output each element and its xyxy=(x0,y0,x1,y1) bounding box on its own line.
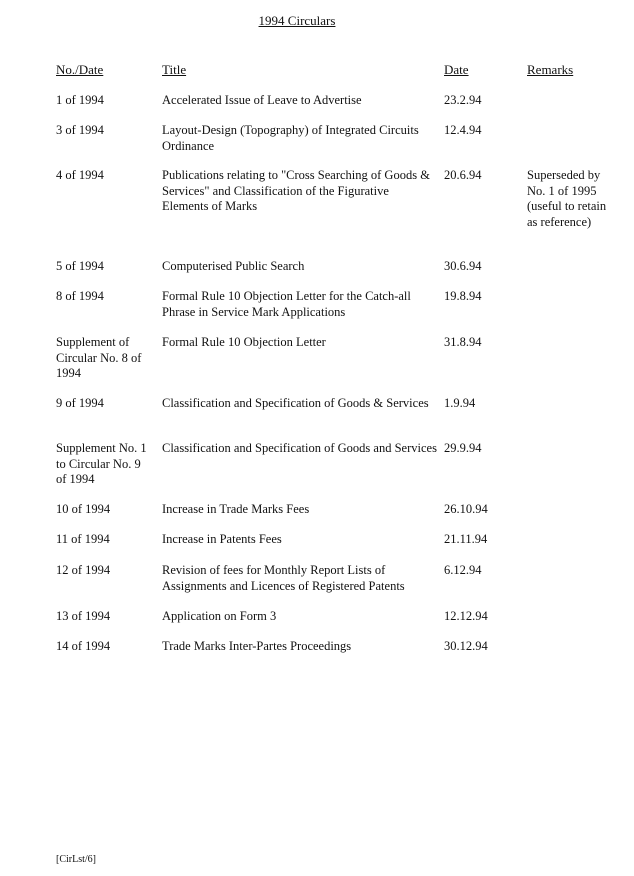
circular-date: 1.9.94 xyxy=(444,396,476,410)
circular-date: 20.6.94 xyxy=(444,168,482,182)
circular-date: 29.9.94 xyxy=(444,441,482,455)
circular-title: Computerised Public Search xyxy=(162,259,305,273)
circular-title: Classification and Specification of Goods & Services xyxy=(162,396,429,410)
circular-date: 19.8.94 xyxy=(444,289,482,303)
circular-title: Accelerated Issue of Leave to Advertise xyxy=(162,93,362,107)
circular-number: 3 of 1994 xyxy=(56,123,104,137)
circular-title: Revision of fees for Monthly Report Lists of Assignments and Licences of Registered Patents xyxy=(162,563,405,593)
circular-date: 12.12.94 xyxy=(444,609,488,623)
circular-title: Publications relating to "Cross Searching of Goods & Services" and Classification of the Figurative Elements of Marks xyxy=(162,168,430,213)
circular-number: 8 of 1994 xyxy=(56,289,104,303)
circular-remarks: Superseded by No. 1 of 1995 (useful to retain as reference) xyxy=(527,168,607,229)
circular-date: 26.10.94 xyxy=(444,502,488,516)
footer-reference: [CirLst/6] xyxy=(56,854,96,865)
circular-date: 12.4.94 xyxy=(444,123,482,137)
circular-number: 14 of 1994 xyxy=(56,639,111,653)
header-no-date: No./Date xyxy=(56,62,104,77)
circular-title: Formal Rule 10 Objection Letter xyxy=(162,335,326,349)
circular-title: Layout-Design (Topography) of Integrated Circuits Ordinance xyxy=(162,123,419,153)
circular-number: 10 of 1994 xyxy=(56,502,111,516)
circular-date: 30.12.94 xyxy=(444,639,488,653)
circular-number: 1 of 1994 xyxy=(56,93,104,107)
circular-date: 30.6.94 xyxy=(444,259,482,273)
circular-number: 5 of 1994 xyxy=(56,259,104,273)
circular-title: Formal Rule 10 Objection Letter for the Catch-all Phrase in Service Mark Applications xyxy=(162,289,411,319)
circular-number: 11 of 1994 xyxy=(56,532,110,546)
header-remarks: Remarks xyxy=(527,62,574,77)
circular-title: Trade Marks Inter-Partes Proceedings xyxy=(162,639,352,653)
circular-number: 9 of 1994 xyxy=(56,396,104,410)
circular-title: Increase in Trade Marks Fees xyxy=(162,502,310,516)
circular-title: Increase in Patents Fees xyxy=(162,532,282,546)
circular-number: 12 of 1994 xyxy=(56,563,111,577)
circular-date: 21.11.94 xyxy=(444,532,488,546)
circular-date: 6.12.94 xyxy=(444,563,482,577)
circular-date: 31.8.94 xyxy=(444,335,482,349)
circular-number: 13 of 1994 xyxy=(56,609,111,623)
header-date: Date xyxy=(444,62,469,77)
circular-number: Supplement No. 1 to Circular No. 9 of 1994 xyxy=(56,441,147,486)
circular-title: Application on Form 3 xyxy=(162,609,277,623)
circular-title: Classification and Specification of Goods and Services xyxy=(162,441,437,455)
circular-number: Supplement of Circular No. 8 of 1994 xyxy=(56,335,142,380)
header-title: Title xyxy=(162,62,187,77)
circular-number: 4 of 1994 xyxy=(56,168,104,182)
document-title: 1994 Circulars xyxy=(258,13,336,28)
circular-date: 23.2.94 xyxy=(444,93,482,107)
